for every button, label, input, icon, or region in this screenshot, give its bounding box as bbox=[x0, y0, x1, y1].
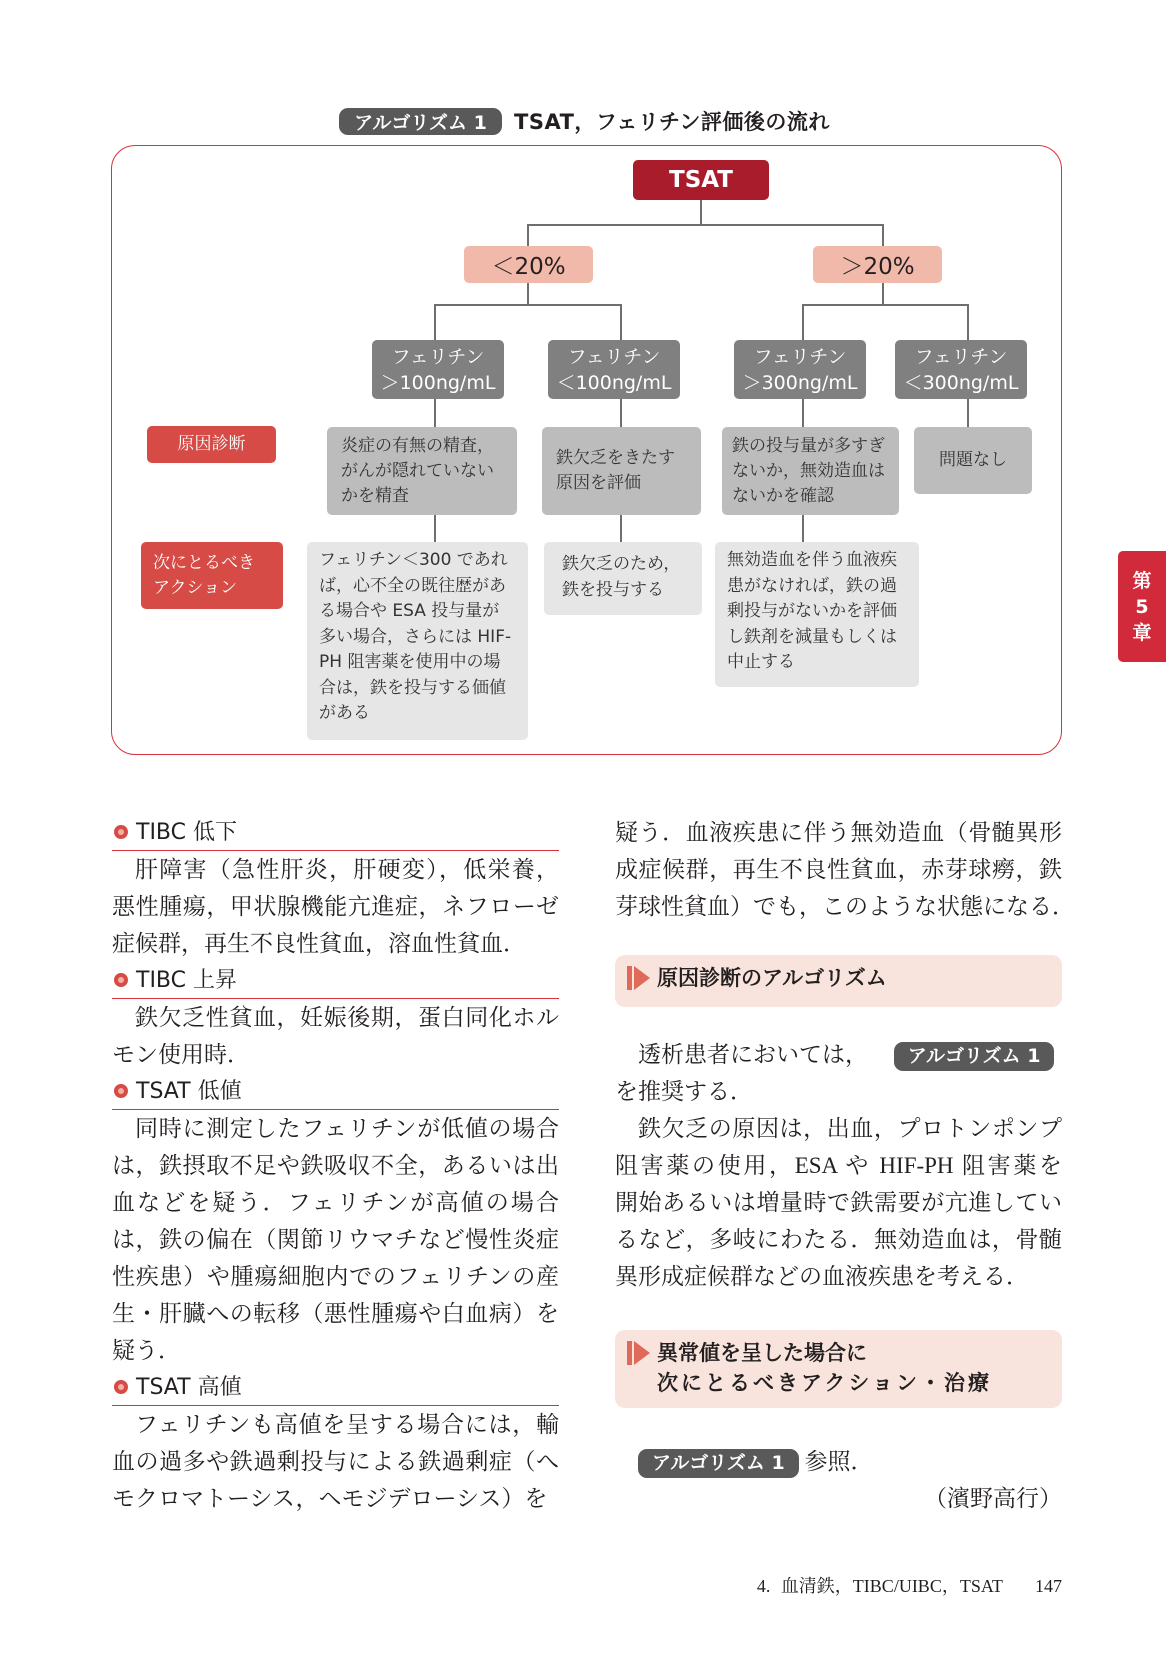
connector bbox=[434, 515, 436, 542]
connector bbox=[434, 304, 622, 306]
ferritin-condition: ＞100ng/mL bbox=[380, 371, 496, 394]
text-line: 肝障害（急性肝炎，肝硬変），低栄養， bbox=[135, 857, 559, 882]
text-line: フェリチンも高値を呈する場合には，輸 bbox=[135, 1412, 559, 1437]
page-number: 147 bbox=[1035, 1576, 1062, 1596]
branch-low-tsat: ＜20% bbox=[464, 246, 593, 283]
left-column bbox=[112, 814, 559, 1517]
chapter-tab-text: 章 bbox=[1132, 621, 1152, 644]
ferritin-node bbox=[734, 340, 866, 399]
text-line: 疑う．血液疾患に伴う無効造血（骨髄異形 bbox=[615, 820, 1062, 845]
ferritin-condition: ＞300ng/mL bbox=[742, 371, 858, 394]
text-line: は，鉄摂取不足や鉄吸収不全，あるいは出 bbox=[112, 1153, 559, 1178]
section-title: 原因診断のアルゴリズム bbox=[657, 965, 887, 990]
connector bbox=[620, 515, 622, 542]
row-label-action: 次にとるべきアクション bbox=[141, 542, 283, 609]
chapter-tab-text: 第 bbox=[1132, 569, 1152, 592]
connector bbox=[527, 224, 884, 226]
subsection-heading bbox=[112, 1369, 559, 1406]
connector bbox=[882, 283, 884, 305]
section-heading-diagnosis-algorithm bbox=[615, 955, 1062, 1007]
ferritin-label: フェリチン bbox=[391, 345, 485, 368]
ferritin-condition: ＜300ng/mL bbox=[903, 371, 1019, 394]
text-fragment: 透析患者においては， bbox=[638, 1042, 868, 1067]
action-node: 無効造血を伴う血液疾患がなければ，鉄の過剰投与がないかを評価し鉄剤を減量もしくは中止する bbox=[715, 542, 919, 687]
text-line: 芽球性貧血）でも，このような状態になる． bbox=[615, 894, 1075, 919]
subsection-title: TSAT 高値 bbox=[136, 1374, 242, 1400]
bullet-icon bbox=[114, 1084, 128, 1098]
text-line: モクロマトーシス，ヘモジデローシス）を bbox=[112, 1486, 548, 1511]
connector bbox=[882, 224, 884, 246]
text-line: は，鉄の偏在（関節リウマチなど慢性炎症 bbox=[112, 1227, 559, 1252]
ferritin-node bbox=[548, 340, 680, 399]
ferritin-node bbox=[895, 340, 1027, 399]
text-line: 性疾患）や腫瘍細胞内でのフェリチンの産 bbox=[112, 1264, 559, 1289]
ferritin-label: フェリチン bbox=[753, 345, 847, 368]
text-line: 開始あるいは増量時で鉄需要が亢進してい bbox=[615, 1190, 1062, 1215]
text-line: モン使用時． bbox=[112, 1042, 250, 1067]
connector bbox=[802, 515, 804, 542]
text-line bbox=[615, 1443, 1062, 1480]
text-line: 成症候群，再生不良性貧血，赤芽球癆，鉄 bbox=[615, 857, 1062, 882]
text-line: 同時に測定したフェリチンが低値の場合 bbox=[135, 1116, 559, 1141]
subsection-heading bbox=[112, 962, 559, 999]
bullet-icon bbox=[114, 973, 128, 987]
subsection-title: TIBC 低下 bbox=[136, 819, 237, 845]
text-line: 血の過多や鉄過剰投与による鉄過剰症（へ bbox=[112, 1449, 559, 1474]
page-footer bbox=[757, 1572, 1062, 1598]
tsat-node: TSAT bbox=[633, 160, 769, 200]
action-node: フェリチン＜300 であれば，心不全の既往歴がある場合や ESA 投与量が多い場合，さらには HIF-PH 阻害薬を使用中の場合は，鉄を投与する価値がある bbox=[307, 542, 528, 740]
text-line: 阻害薬の使用，ESA や HIF-PH 阻害薬を bbox=[615, 1153, 1062, 1178]
subsection-title: TIBC 上昇 bbox=[136, 967, 237, 993]
action-node: 鉄欠乏のため，鉄を投与する bbox=[544, 542, 702, 615]
ferritin-condition: ＜100ng/mL bbox=[556, 371, 672, 394]
right-column bbox=[615, 814, 1075, 1517]
section-title-line: 次にとるべきアクション・治療 bbox=[657, 1371, 992, 1395]
arrow-icon bbox=[627, 1340, 651, 1366]
author: （濱野高行） bbox=[924, 1486, 1062, 1511]
section-title-line: 異常値を呈した場合に bbox=[657, 1341, 867, 1365]
text-line: 生・肝臓への転移（悪性腫瘍や白血病）を bbox=[112, 1301, 559, 1326]
text-line: 血などを疑う．フェリチンが高値の場合 bbox=[112, 1190, 559, 1215]
text-line: を推奨する． bbox=[615, 1079, 753, 1104]
algorithm-badge: アルゴリズム 1 bbox=[339, 108, 502, 135]
connector bbox=[527, 224, 529, 246]
text-fragment: 参照． bbox=[804, 1449, 874, 1474]
algorithm-reference-badge[interactable]: アルゴリズム 1 bbox=[894, 1042, 1055, 1071]
algorithm-reference-badge[interactable]: アルゴリズム 1 bbox=[638, 1449, 799, 1478]
connector bbox=[802, 304, 969, 306]
ferritin-label: フェリチン bbox=[914, 345, 1008, 368]
section-heading-next-action bbox=[615, 1330, 1062, 1408]
text-line: 異形成症候群などの血液疾患を考える． bbox=[615, 1264, 1029, 1289]
cause-paragraph bbox=[615, 1110, 1062, 1295]
branch-high-tsat: ＞20% bbox=[813, 246, 942, 283]
text-line bbox=[615, 1036, 1062, 1073]
text-line: 疑う． bbox=[112, 1338, 181, 1363]
text-line: るなど，多岐にわたる．無効造血は，骨髄 bbox=[615, 1227, 1062, 1252]
continued-paragraph bbox=[615, 814, 1075, 925]
diagnosis-node: 炎症の有無の精査，がんが隠れていないかを精査 bbox=[327, 427, 517, 515]
bullet-icon bbox=[114, 825, 128, 839]
row-label-diagnosis: 原因診断 bbox=[147, 426, 276, 463]
text-line: 悪性腫瘍，甲状腺機能亢進症，ネフローゼ bbox=[112, 894, 559, 919]
diagnosis-node: 鉄欠乏をきたす原因を評価 bbox=[542, 427, 701, 515]
bullet-icon bbox=[114, 1380, 128, 1394]
running-footer: 4. 血清鉄，TIBC/UIBC，TSAT bbox=[756, 1576, 1003, 1596]
connector bbox=[700, 200, 702, 226]
subsection-heading bbox=[112, 1073, 559, 1110]
ferritin-node bbox=[372, 340, 504, 399]
diagnosis-node: 鉄の投与量が多すぎないか，無効造血はないかを確認 bbox=[722, 427, 899, 515]
subsection-title: TSAT 低値 bbox=[136, 1078, 242, 1104]
chapter-tab[interactable] bbox=[1118, 551, 1166, 662]
diagnosis-node: 問題なし bbox=[914, 427, 1032, 494]
text-line: 症候群，再生不良性貧血，溶血性貧血． bbox=[112, 931, 526, 956]
subsection-heading bbox=[112, 814, 559, 851]
arrow-icon bbox=[627, 965, 651, 991]
chapter-tab-number: 5 bbox=[1135, 595, 1149, 618]
text-line: 鉄欠乏の原因は，出血，プロトンポンプ bbox=[638, 1116, 1062, 1141]
ferritin-label: フェリチン bbox=[567, 345, 661, 368]
text-line: 鉄欠乏性貧血，妊娠後期，蛋白同化ホル bbox=[135, 1005, 559, 1030]
connector bbox=[527, 283, 529, 305]
figure-title: TSAT，フェリチン評価後の流れ bbox=[514, 110, 830, 134]
